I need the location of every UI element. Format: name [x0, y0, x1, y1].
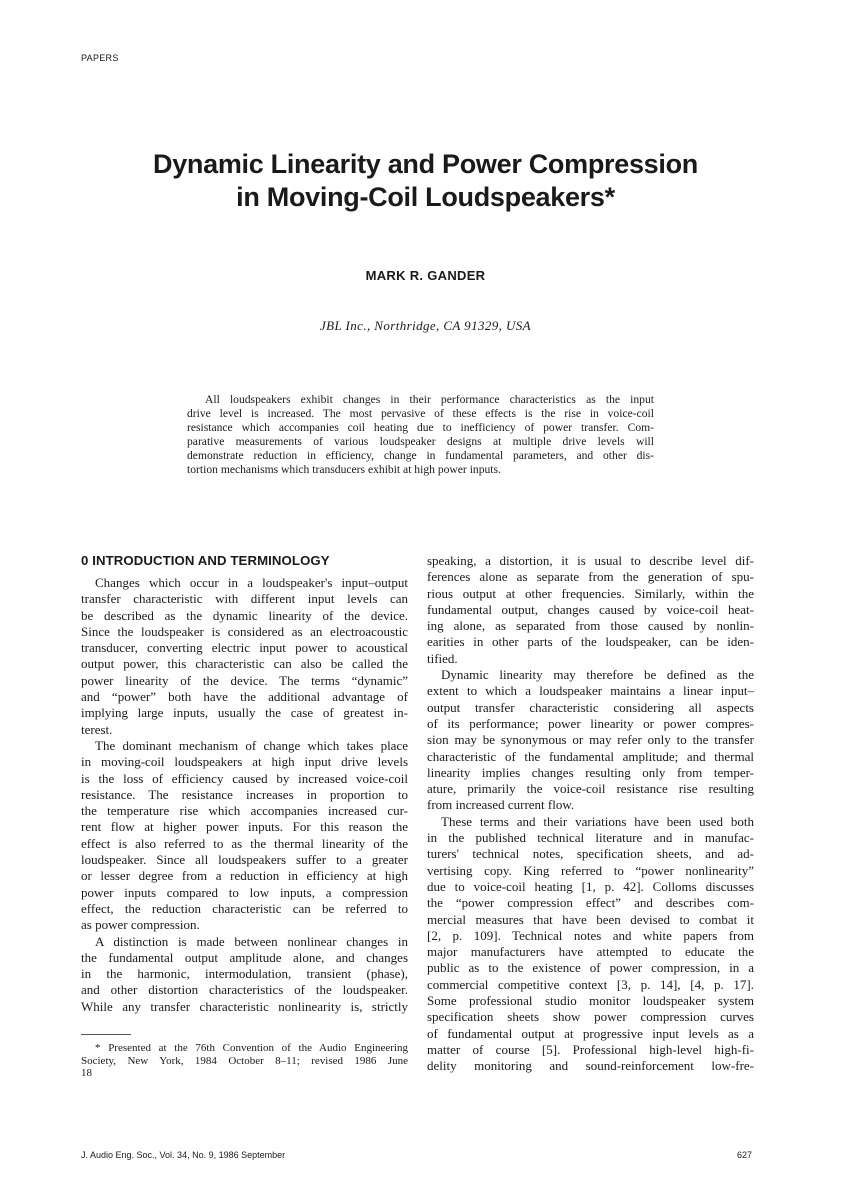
- running-head: PAPERS: [81, 53, 119, 63]
- body-line: loudspeaker. Since all loudspeakers suffer to a greater: [81, 852, 408, 868]
- body-line: tified.: [427, 650, 458, 666]
- footnote-line: * Presented at the 76th Convention of the Audio Engineering: [95, 1042, 408, 1054]
- body-line: from increased current flow.: [427, 797, 575, 813]
- body-line: power inputs compared to low inputs, a compression: [81, 884, 408, 900]
- body-line: in the published technical literature and in manufac-: [427, 830, 754, 846]
- body-line: matter of course [5]. Professional high-level high-fi-: [427, 1041, 754, 1057]
- body-line: as power compression.: [81, 917, 200, 933]
- body-line: in moving-coil loudspeakers at high input drive levels: [81, 754, 408, 770]
- left-column: [81, 553, 408, 1015]
- abstract-line: All loudspeakers exhibit changes in their performance characteristics as the input: [205, 393, 654, 406]
- body-line: the temperature rise which accompanies increased cur-: [81, 803, 408, 819]
- body-line: earities in other parts of the loudspeaker, can be iden-: [427, 634, 754, 650]
- body-line: extent to which a loudspeaker maintains a linear input–: [427, 683, 754, 699]
- footnote-line: 18: [81, 1067, 92, 1080]
- author-name: MARK R. GANDER: [365, 268, 486, 283]
- body-line: of its performance; power linearity or power compres-: [427, 715, 754, 731]
- body-line: ing alone, as separated from those caused by nonlin-: [427, 618, 754, 634]
- body-line: vertising copy. King referred to “power nonlinearity”: [427, 862, 754, 878]
- body-line: While any transfer characteristic nonlinearity is, strictly: [81, 998, 408, 1014]
- body-line: major manufacturers have attempted to educate the: [427, 944, 754, 960]
- abstract-line: drive level is increased. The most pervasive of these effects is the rise in voice-coil: [187, 407, 654, 421]
- title-line-2: in Moving-Coil Loudspeakers*: [236, 182, 615, 212]
- title-line-1: Dynamic Linearity and Power Compression: [153, 149, 698, 179]
- body-line: implying large inputs, usually the case of greatest in-: [81, 705, 408, 721]
- body-line: the fundamental output amplitude alone, and changes: [81, 949, 408, 965]
- body-line: characteristic of the fundamental amplitude; and thermal: [427, 748, 754, 764]
- body-line: linearity implies changes resulting only from temper-: [427, 764, 754, 780]
- paper-title: [0, 148, 851, 214]
- body-line: due to voice-coil heating [1, p. 42]. Colloms discusses: [427, 878, 754, 894]
- footnote-line: Society, New York, 1984 October 8–11; revised 1986 June: [81, 1054, 408, 1067]
- journal-citation: J. Audio Eng. Soc., Vol. 34, No. 9, 1986 September: [81, 1150, 286, 1160]
- body-line: in the harmonic, intermodulation, transient (phase),: [81, 966, 408, 982]
- body-line: The dominant mechanism of change which takes place: [95, 737, 408, 753]
- body-line: and other distortion characteristics of the loudspeaker.: [81, 982, 408, 998]
- body-line: public as to the existence of power compression, in a: [427, 960, 754, 976]
- body-line: power linearity of the device. The terms “dynamic”: [81, 672, 408, 688]
- right-column: [427, 553, 754, 1075]
- body-line: of fundamental output at progressive input levels as a: [427, 1025, 754, 1041]
- body-line: A distinction is made between nonlinear changes in: [95, 933, 408, 949]
- body-line: transfer characteristic with different input levels can: [81, 591, 408, 607]
- body-line: and “power” both have the additional advantage of: [81, 689, 408, 705]
- body-line: is the loss of efficiency caused by increased voice-coil: [81, 770, 408, 786]
- body-line: sion may be synonymous or may refer only to the transfer: [427, 732, 754, 748]
- body-line: speaking, a distortion, it is usual to describe level dif-: [427, 553, 754, 568]
- body-line: [2, p. 109]. Technical notes and white papers from: [427, 927, 754, 943]
- body-line: effect, the reduction characteristic can be referred to: [81, 900, 408, 916]
- body-line: Dynamic linearity may therefore be defined as the: [441, 667, 754, 683]
- body-line: mercial measures that have been devised to combat it: [427, 911, 754, 927]
- abstract: [187, 393, 654, 478]
- body-line: transducer, converting electric input power to acoustical: [81, 640, 408, 656]
- author-affiliation: JBL Inc., Northridge, CA 91329, USA: [319, 318, 532, 333]
- body-line: terest.: [81, 721, 113, 737]
- body-line: rious output at other frequencies. Similarly, within the: [427, 585, 754, 601]
- body-line: output power, this characteristic can also be called the: [81, 656, 408, 672]
- body-line: rent flow at higher power inputs. For this reason the: [81, 819, 408, 835]
- body-line: ferences alone as separate from the generation of spu-: [427, 569, 754, 585]
- body-line: Some professional studio monitor loudspeaker system: [427, 993, 754, 1009]
- footnote: [81, 1042, 408, 1080]
- body-line: turers' technical notes, specification sheets, and ad-: [427, 846, 754, 862]
- section-heading: 0 INTRODUCTION AND TERMINOLOGY: [81, 553, 330, 568]
- body-line: resistance. The resistance increases in proportion to: [81, 786, 408, 802]
- body-line: Since the loudspeaker is considered as an electroacoustic: [81, 623, 408, 639]
- abstract-line: parative measurements of various loudspeaker designs at multiple drive levels will: [187, 435, 654, 449]
- abstract-line: demonstrate reduction in efficiency, change in fundamental parameters, and other dis-: [187, 449, 654, 463]
- body-line: fundamental output, changes caused by voice-coil heat-: [427, 601, 754, 617]
- body-line: commercial competitive context [3, p. 14], [4, p. 17].: [427, 976, 754, 992]
- body-line: specification sheets show power compression curves: [427, 1009, 754, 1025]
- body-line: or lesser degree from a reduction in efficiency at high: [81, 868, 408, 884]
- body-line: the “power compression effect” and describes com-: [427, 895, 754, 911]
- abstract-line: tortion mechanisms which transducers exhibit at high power inputs.: [187, 463, 501, 477]
- abstract-line: resistance which accompanies coil heating due to inefficiency of power transfer. Com-: [187, 421, 654, 435]
- body-line: effect is also referred to as the thermal linearity of the: [81, 835, 408, 851]
- page-number: 627: [737, 1150, 753, 1160]
- body-line: These terms and their variations have been used both: [441, 813, 754, 829]
- body-line: output transfer characteristic considering all aspects: [427, 699, 754, 715]
- body-line: delity monitoring and sound-reinforcement low-fre-: [427, 1058, 754, 1074]
- body-line: ature, primarily the voice-coil resistance rise resulting: [427, 781, 754, 797]
- body-line: Changes which occur in a loudspeaker's input–output: [95, 575, 408, 590]
- footnote-rule: [81, 1034, 131, 1035]
- body-line: be described as the dynamic linearity of the device.: [81, 607, 408, 623]
